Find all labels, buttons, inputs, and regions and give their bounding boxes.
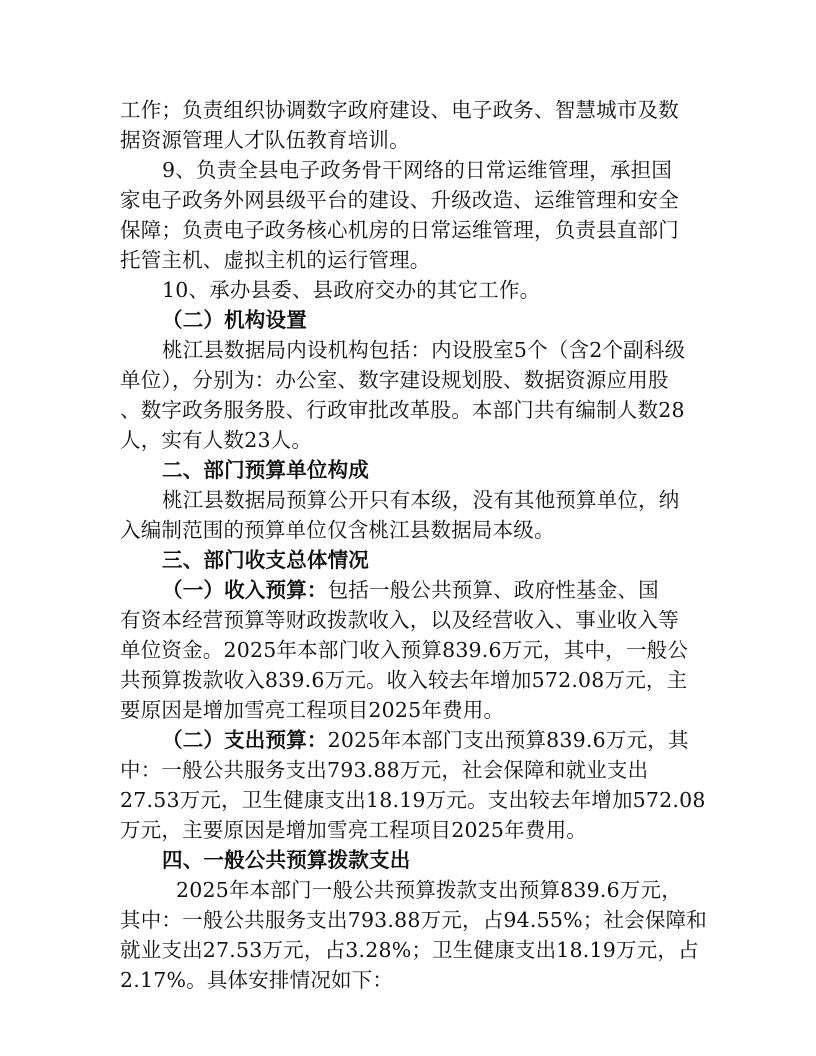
text-line: 共预算拨款收入839.6万元。收入较去年增加572.08万元，主 xyxy=(120,668,688,692)
section-heading: 四、一般公共预算拨款支出 xyxy=(162,848,411,872)
text-line: 单位资金。2025年本部门收入预算839.6万元，其中，一般公 xyxy=(120,638,689,662)
text-span: 2025年本部门支出预算839.6万元，其 xyxy=(327,728,689,752)
text-line: 家电子政务外网县级平台的建设、升级改造、运维管理和安全 xyxy=(120,188,679,212)
text-line: 中：一般公共服务支出793.88万元，社会保障和就业支出 xyxy=(120,758,649,782)
text-line: 其中：一般公共服务支出793.88万元，占94.55%；社会保障和 xyxy=(120,908,707,932)
text-line: 入编制范围的预算单位仅含桃江县数据局本级。 xyxy=(120,518,555,542)
text-line xyxy=(162,575,659,605)
text-line xyxy=(162,725,689,755)
text-line: 桃江县数据局预算公开只有本级，没有其他预算单位，纳 xyxy=(162,488,680,512)
text-line: 桃江县数据局内设机构包括：内设股室5个（含2个副科级 xyxy=(162,338,686,362)
section-heading: 三、部门收支总体情况 xyxy=(162,548,369,572)
text-line: 人，实有人数23人。 xyxy=(120,428,313,452)
text-line: 2025年本部门一般公共预算拨款支出预算839.6万元， xyxy=(176,878,682,902)
text-line: 9、负责全县电子政务骨干网络的日常运维管理，承担国 xyxy=(162,158,673,182)
text-line: 万元，主要原因是增加雪亮工程项目2025年费用。 xyxy=(120,818,587,842)
section-heading: 二、部门预算单位构成 xyxy=(162,458,369,482)
text-span: 包括一般公共预算、政府性基金、国 xyxy=(327,578,659,602)
text-line: 据资源管理人才队伍教育培训。 xyxy=(120,128,410,152)
text-line: 工作；负责组织协调数字政府建设、电子政务、智慧城市及数 xyxy=(120,98,679,122)
text-line: 10、承办县委、县政府交办的其它工作。 xyxy=(162,278,541,302)
text-line: 、数字政务服务股、行政审批改革股。本部门共有编制人数28 xyxy=(120,398,685,422)
text-line: 托管主机、虚拟主机的运行管理。 xyxy=(120,248,431,272)
text-line: 就业支出27.53万元，占3.28%；卫生健康支出18.19万元，占 xyxy=(120,938,699,962)
text-line: 要原因是增加雪亮工程项目2025年费用。 xyxy=(120,698,505,722)
text-line: 2.17%。具体安排情况如下： xyxy=(120,968,394,992)
text-line: 保障；负责电子政务核心机房的日常运维管理，负责县直部门 xyxy=(120,218,679,242)
expense-budget-heading: （二）支出预算： xyxy=(162,728,328,752)
section-heading: （二）机构设置 xyxy=(162,308,307,332)
text-line: 有资本经营预算等财政拨款收入，以及经营收入、事业收入等 xyxy=(120,608,679,632)
text-line: 27.53万元，卫生健康支出18.19万元。支出较去年增加572.08 xyxy=(120,788,706,812)
income-budget-heading: （一）收入预算： xyxy=(162,578,328,602)
text-line: 单位），分别为：办公室、数字建设规划股、数据资源应用股 xyxy=(120,368,669,392)
